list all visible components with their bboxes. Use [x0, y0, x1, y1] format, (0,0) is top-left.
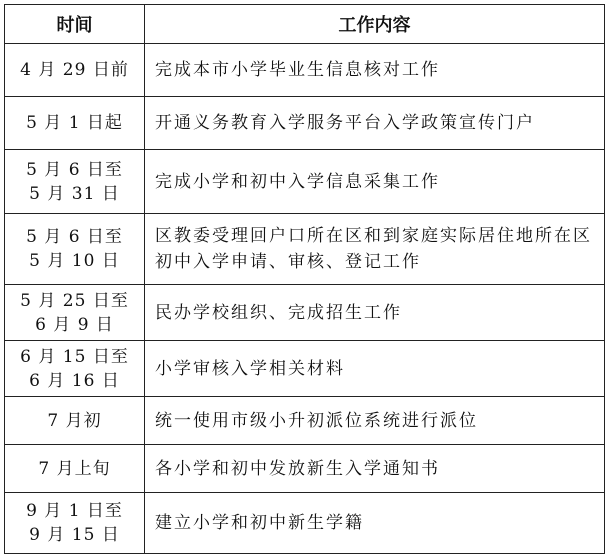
schedule-table-container	[4, 4, 604, 554]
row-time-cell	[5, 493, 145, 554]
row-content-cell: 各小学和初中发放新生入学通知书	[145, 445, 605, 493]
time-start-text: 5 月 6 日至	[26, 227, 123, 247]
header-content: 工作内容	[145, 5, 605, 44]
row-time-cell	[5, 97, 145, 150]
schedule-table	[4, 4, 605, 554]
time-start-text: 5 月 25 日至	[20, 290, 129, 311]
time-text: 7 月初	[47, 410, 102, 431]
row-time-cell	[5, 285, 145, 341]
time-text: 4 月 29 日前	[20, 60, 129, 80]
table-row	[5, 493, 605, 554]
row-content-cell: 完成本市小学毕业生信息核对工作	[145, 44, 605, 97]
time-start-text: 6 月 15 日至	[20, 346, 129, 367]
table-row	[5, 285, 605, 341]
time-end-text: 5 月 10 日	[29, 251, 120, 271]
time-start-text: 9 月 1 日至	[26, 501, 123, 521]
table-row	[5, 44, 605, 97]
table-header-row	[5, 5, 605, 44]
time-text: 5 月 1 日起	[26, 113, 123, 133]
row-content-cell: 开通义务教育入学服务平台入学政策宣传门户	[145, 97, 605, 150]
time-end-text: 9 月 15 日	[29, 525, 120, 545]
time-text: 7 月上旬	[38, 458, 111, 479]
table-row	[5, 445, 605, 493]
row-content-cell: 小学审核入学相关材料	[145, 341, 605, 397]
table-row	[5, 97, 605, 150]
row-time-cell	[5, 341, 145, 397]
time-end-text: 6 月 16 日	[29, 370, 120, 391]
row-time-cell	[5, 445, 145, 493]
table-row	[5, 341, 605, 397]
row-time-cell	[5, 44, 145, 97]
row-content-cell: 统一使用市级小升初派位系统进行派位	[145, 397, 605, 445]
table-row	[5, 397, 605, 445]
time-start-text: 5 月 6 日至	[26, 159, 123, 180]
header-time: 时间	[5, 5, 145, 44]
row-time-cell	[5, 150, 145, 214]
row-time-cell	[5, 397, 145, 445]
table-row	[5, 150, 605, 214]
row-content-cell: 区教委受理回户口所在区和到家庭实际居住地所在区初中入学申请、审核、登记工作	[145, 214, 605, 285]
row-content-cell: 完成小学和初中入学信息采集工作	[145, 150, 605, 214]
row-content-cell: 建立小学和初中新生学籍	[145, 493, 605, 554]
time-end-text: 5 月 31 日	[29, 183, 120, 204]
table-row	[5, 214, 605, 285]
row-content-cell: 民办学校组织、完成招生工作	[145, 285, 605, 341]
time-end-text: 6 月 9 日	[35, 314, 114, 335]
row-time-cell	[5, 214, 145, 285]
